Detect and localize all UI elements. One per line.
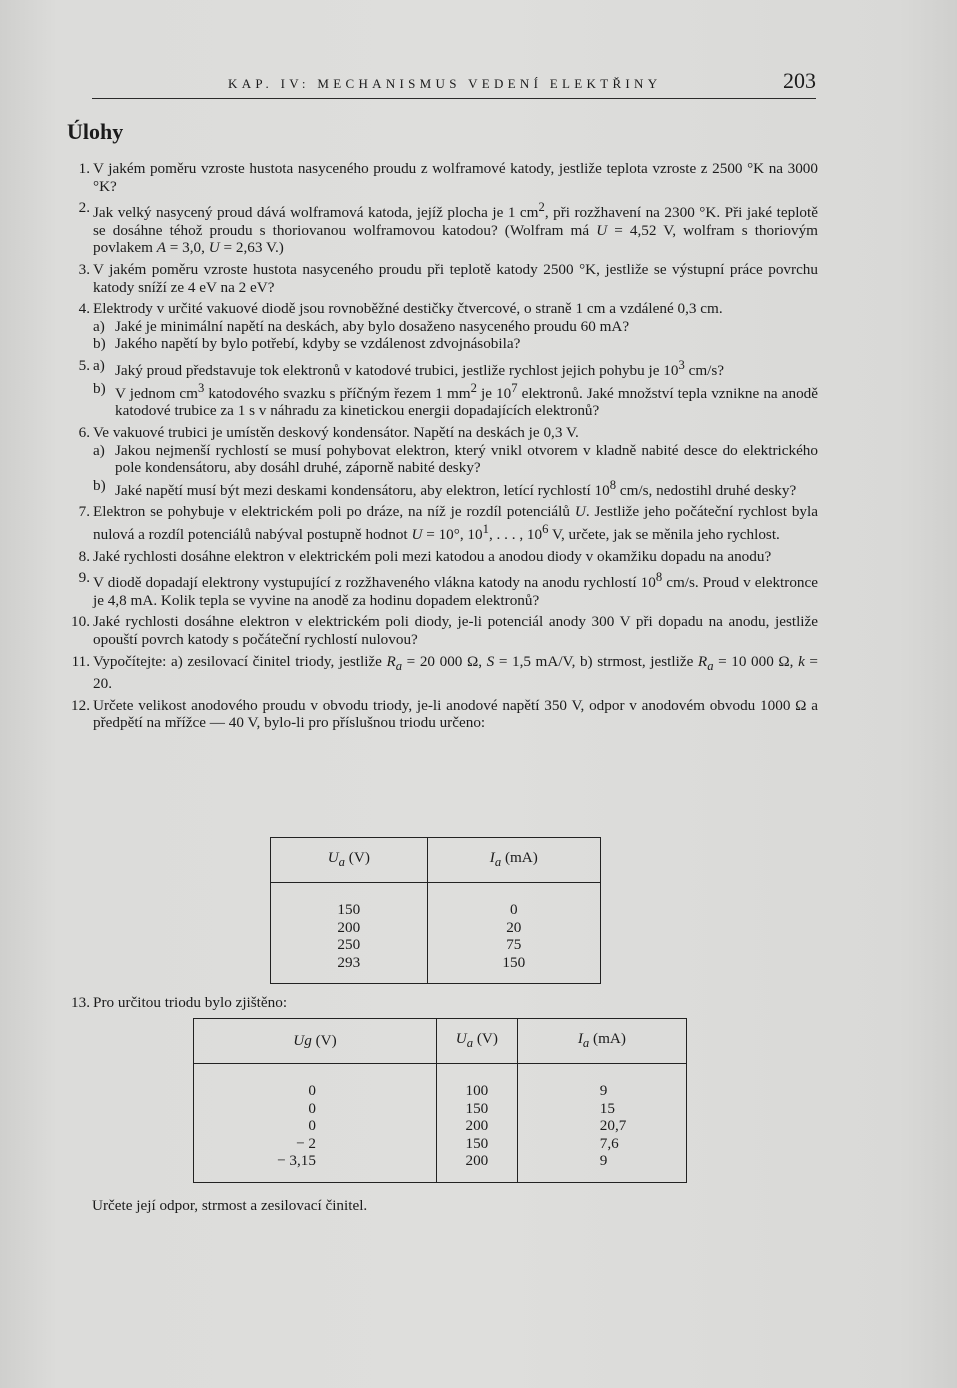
problem-text: V jakém poměru vzroste hustota nasyceného proudu z wolframové katody, jestliže teplota vzroste z 2500 °K na 3000 °K? xyxy=(93,160,818,195)
section-title: Úlohy xyxy=(67,119,124,144)
problem-number: 2. xyxy=(78,199,90,217)
table-row xyxy=(194,1135,687,1153)
cell-ug: − 3,15 xyxy=(277,1152,316,1170)
table-row xyxy=(271,936,601,954)
column-header-ia: $I_a$ (mA) xyxy=(517,1019,686,1064)
column-header-ia: $I_a$ (mA) xyxy=(427,838,600,883)
cell-ua: 200 xyxy=(337,918,361,936)
subproblem-b: b) Jakého napětí by bylo potřebí, kdyby se vzdálenost zdvojnásobila? xyxy=(93,335,521,353)
cell-ia: 9 xyxy=(517,1064,686,1100)
problem-text: = 3,0, xyxy=(165,239,209,257)
subproblem-text: elektronů. Jaké množství tepla vznikne na anodě katodové trubice za 1 s v náhradu za kinetickou energii dopadajících elektronů? xyxy=(115,384,818,420)
cell-ia: 7,6 xyxy=(517,1135,686,1153)
problem-text: = 4,52 V, wolfram s thoriovým povlakem xyxy=(93,221,818,257)
cell-ug: 0 xyxy=(308,1099,316,1117)
subproblem-b: b) V jednom $cm^3$ katodového svazku s příčným řezem 1 $mm^2$ je $10^7$ elektronů. Jaké množství tepla vznikne na anodě katodové trubice za 1 s v náhradu za kinetickou energii dopadajících elektronů? xyxy=(93,379,818,420)
column-header-ug: Ug (V) xyxy=(194,1019,437,1064)
table-anode-voltage-current xyxy=(270,837,601,984)
problem-9 xyxy=(60,569,818,609)
subproblem-text: cm/s, nedostihl druhé desky? xyxy=(616,481,797,499)
table-header-row xyxy=(194,1019,687,1064)
table-row xyxy=(194,1064,687,1100)
problem-number: 6. xyxy=(78,423,90,441)
symbol-u: U xyxy=(574,503,586,521)
page-number: 203 xyxy=(783,68,816,93)
problem-text: Jaké rychlosti dosáhne elektron v elektrickém poli mezi katodou a anodou diody v okamžiku dopadu na anodu? xyxy=(93,547,772,565)
column-header-ua: $U_a$ (V) xyxy=(271,838,428,883)
problem-text: Elektron se pohybuje v elektrickém poli po dráze, na níž je rozdíl potenciálů xyxy=(93,503,575,521)
table-header-row xyxy=(271,838,601,883)
problem-3 xyxy=(60,261,818,296)
superscript: 2 xyxy=(470,380,477,395)
page-header xyxy=(92,68,816,99)
cell-ia: 9 xyxy=(517,1152,686,1182)
problem-text: Elektrody v určité vakuové diodě jsou rovnoběžné destičky čtvercové, o straně 1 cm a vzdálené 0,3 cm. xyxy=(93,300,723,318)
problem-text: V diodě dopadají elektrony vystupující z rozžhaveného vlákna katody na anodu rychlostí 10 xyxy=(93,574,656,592)
problem-number: 11. xyxy=(71,652,90,670)
subproblem-text: Jaké je minimální napětí na deskách, aby bylo dosaženo nasyceného proudu 60 mA? xyxy=(115,317,630,335)
problem-text: = 10°, 10 xyxy=(422,526,483,543)
superscript: 7 xyxy=(511,380,518,395)
problem-number: 12. xyxy=(71,696,90,714)
problem-number: 3. xyxy=(78,261,90,279)
problem-4 xyxy=(60,300,818,353)
superscript: 1 xyxy=(482,521,489,536)
problem-list-continued xyxy=(60,994,818,1016)
subproblem-a: a) Jakou nejmenší rychlostí se musí pohybovat elektron, který vnikl otvorem v kladně nabité desce do elektrického pole kondensátoru, aby dosáhl druhé, záporně nabité desky? xyxy=(93,441,818,477)
table-triode-characteristics xyxy=(193,1018,687,1183)
subproblem-a: a) Jaký proud představuje tok elektronů v katodové trubici, jestliže rychlost jejich pohybu je $10^3$ cm/s? xyxy=(93,357,725,380)
symbol-u: U xyxy=(411,526,423,543)
cell-ia: 150 xyxy=(427,954,600,984)
superscript: 3 xyxy=(197,380,205,395)
problem-text: Pro určitou triodu bylo zjištěno: xyxy=(93,994,288,1011)
subproblem-text: cm/s? xyxy=(684,362,725,380)
subproblem-a: a) Jaké je minimální napětí na deskách, aby bylo dosaženo nasyceného proudu 60 mA? xyxy=(93,317,630,335)
cell-ua: 150 xyxy=(337,901,361,918)
problem-number: 8. xyxy=(78,547,90,565)
column-header-ua: $U_a$ (V) xyxy=(436,1019,517,1064)
problem-text: Vypočítejte: a) zesilovací činitel triody, jestliže xyxy=(93,652,387,670)
superscript: 6 xyxy=(542,521,549,536)
cell-ia: 20,7 xyxy=(517,1117,686,1135)
cell-ia: 75 xyxy=(427,936,600,954)
subscript-a: a xyxy=(707,658,714,673)
problem-12 xyxy=(60,697,818,732)
symbol-u: U xyxy=(596,221,608,239)
problem-2 xyxy=(60,199,818,257)
problem-number: 7. xyxy=(78,503,90,521)
subproblem-text: Jaký proud představuje tok elektronů v katodové trubici, jestliže rychlost jejich pohybu je 10 xyxy=(115,362,679,380)
subproblem-text: katodového svazku s příčným řezem 1 mm xyxy=(204,384,471,402)
problem-text: = 1,5 mA/V, b) strmost, jestliže xyxy=(494,652,698,670)
problem-text: , . . . , 10 xyxy=(488,526,543,543)
cell-ua: 200 xyxy=(436,1152,517,1182)
cell-ua: 250 xyxy=(337,936,361,954)
symbol-s: S xyxy=(486,652,495,670)
superscript: 8 xyxy=(609,477,617,492)
symbol-k: k xyxy=(798,652,805,670)
problem-text: . Jestliže jeho počáteční rychlost byla nulová a rozdíl potenciálů nabýval postupně hodnot xyxy=(93,503,818,543)
problem-5 xyxy=(60,357,818,420)
problem-text: , při rozžhavení na 2300 °K. Při jaké teplotě se dosáhne téhož proudu s thoriovanou wolframovou katodou? (Wolfram má xyxy=(93,204,818,239)
problem-text: V jakém poměru vzroste hustota nasyceného proudu při teplotě katody 2500 °K, jestliže se výstupní práce povrchu katody sníží ze 4 eV na 2 eV? xyxy=(93,261,818,296)
problem-number: 4. xyxy=(78,300,90,318)
problem-list xyxy=(60,160,818,736)
cell-ua: 200 xyxy=(436,1117,517,1135)
problem-8 xyxy=(60,548,818,566)
problem-1 xyxy=(60,160,818,195)
symbol-r: R xyxy=(386,652,396,670)
problem-text: cm/s. Proud v elektronce je 4,8 mA. Kolik tepla se vyvine na anodě za hodinu dopadem elektronů? xyxy=(93,574,818,609)
problem-13 xyxy=(60,994,818,1012)
problem-7 xyxy=(60,503,818,543)
superscript: 8 xyxy=(655,570,663,585)
subproblem-text: Jaké napětí musí být mezi deskami kondensátoru, aby elektron, letící rychlostí 10 xyxy=(115,481,610,499)
cell-ua: 150 xyxy=(436,1100,517,1118)
table-row xyxy=(194,1100,687,1118)
problem-text: = 10 000 Ω, xyxy=(713,652,799,670)
subproblem-text: Jakého napětí by bylo potřebí, kdyby se vzdálenost zdvojnásobila? xyxy=(115,335,521,353)
subproblem-text: je 10 xyxy=(476,384,512,402)
problem-text: V, určete, jak se měnila jeho rychlost. xyxy=(548,526,780,543)
cell-ia: 0 xyxy=(427,883,600,919)
subproblem-text: Jakou nejmenší rychlostí se musí pohybovat elektron, který vnikl otvorem v kladně nabité desce do elektrického pole kondensátoru, aby dosáhl druhé, záporně nabité desky? xyxy=(115,441,818,477)
cell-ug: 0 xyxy=(308,1082,316,1099)
table-row xyxy=(194,1117,687,1135)
symbol-u: U xyxy=(208,239,220,257)
symbol-a: A xyxy=(156,239,166,257)
cell-ua: 293 xyxy=(337,953,361,971)
problem-text: Jaké rychlosti dosáhne elektron v elektrickém poli diody, je-li potenciál anody 300 V při dopadu na anodu, jestliže opouští povrch katody s počáteční rychlostí nulovou? xyxy=(93,613,818,649)
problem-number: 10. xyxy=(71,613,90,631)
cell-ia: 15 xyxy=(517,1100,686,1118)
problem-text: = 20 000 Ω, xyxy=(402,652,487,670)
superscript: 3 xyxy=(678,358,685,372)
problem-11 xyxy=(60,653,818,693)
final-question: Určete její odpor, strmost a zesilovací činitel. xyxy=(92,1197,368,1214)
table-row xyxy=(271,954,601,984)
problem-text: Ve vakuové trubici je umístěn deskový kondensátor. Napětí na deskách je 0,3 V. xyxy=(93,423,579,441)
table-row xyxy=(194,1152,687,1182)
problem-number: 13. xyxy=(71,994,90,1011)
table-row xyxy=(271,919,601,937)
running-title: KAP. IV: MECHANISMUS VEDENÍ ELEKTŘINY xyxy=(228,76,662,91)
problem-text: = 20. xyxy=(93,652,818,693)
problem-number: 5. xyxy=(78,357,90,374)
problem-number: 9. xyxy=(78,569,90,587)
symbol-r: R xyxy=(697,652,708,670)
problem-number: 1. xyxy=(78,160,90,177)
problem-10 xyxy=(60,613,818,648)
problem-text: = 2,63 V.) xyxy=(219,239,284,257)
cell-ia: 20 xyxy=(427,919,600,937)
problem-text: Určete velikost anodového proudu v obvodu triody, je-li anodové napětí 350 V, odpor v anodovém obvodu 1000 Ω a předpětí na mřížce — 40 V, bylo-li pro příslušnou triodu určeno: xyxy=(93,696,818,732)
problem-text: Jak velký nasycený proud dává wolframová katoda, jejíž plocha je 1 cm xyxy=(93,204,539,222)
table-row xyxy=(271,883,601,919)
cell-ug: − 2 xyxy=(296,1134,316,1152)
subproblem-text: V jednom cm xyxy=(115,384,198,402)
cell-ua: 100 xyxy=(436,1064,517,1100)
cell-ug: 0 xyxy=(308,1117,316,1135)
subscript-a: a xyxy=(395,658,403,673)
problem-6 xyxy=(60,424,818,499)
subproblem-b: b) Jaké napětí musí být mezi deskami kondensátoru, aby elektron, letící rychlostí $10^8$ cm/s, nedostihl druhé desky? xyxy=(93,476,797,499)
superscript: 2 xyxy=(538,200,545,215)
cell-ua: 150 xyxy=(436,1135,517,1153)
